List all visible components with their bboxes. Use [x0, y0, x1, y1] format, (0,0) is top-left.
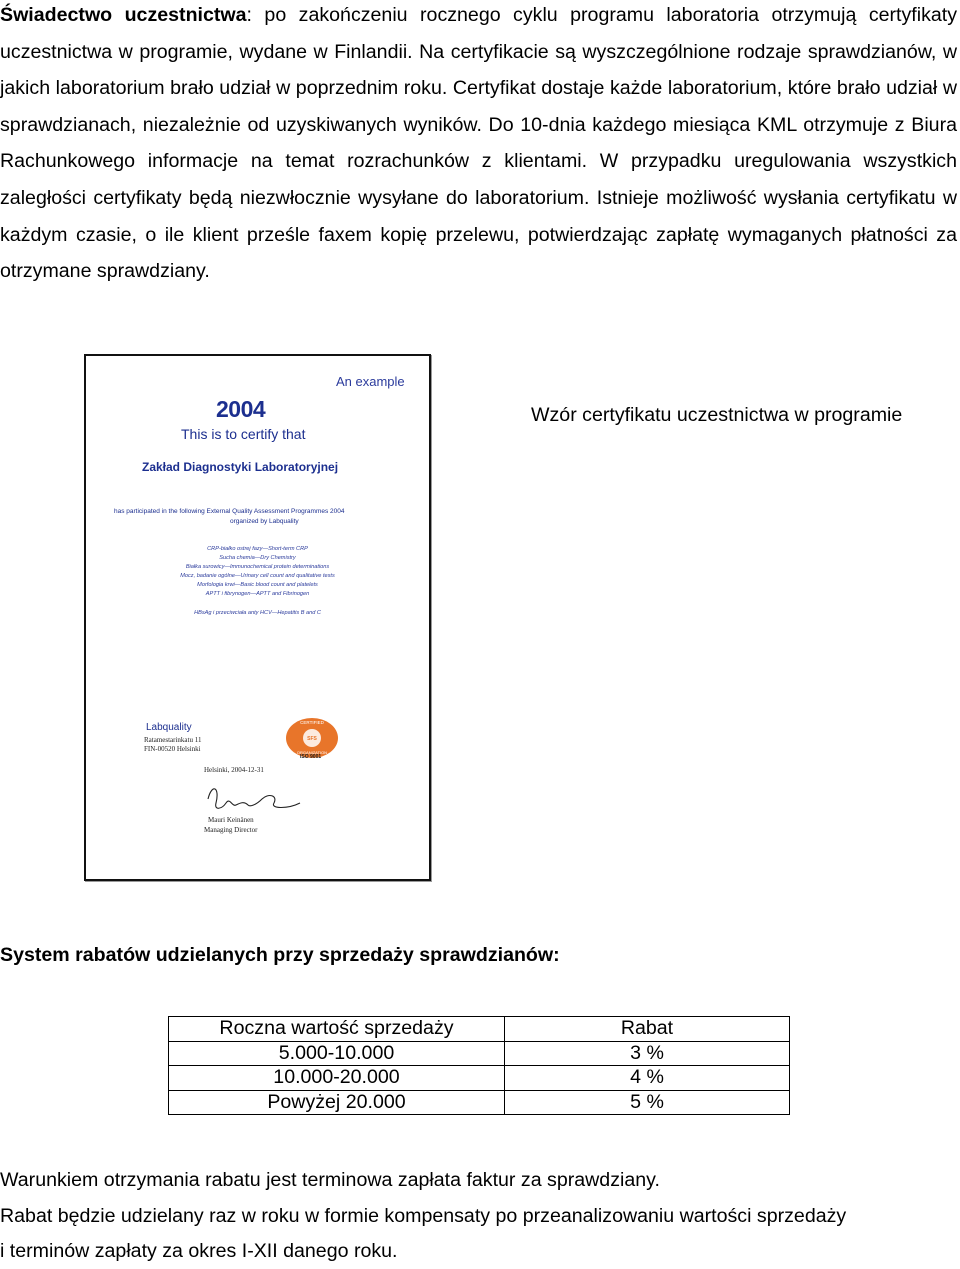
cert-programme: Mocz, badanie ogólne—Urinary cell count and qualitative tests	[180, 573, 335, 579]
cert-example-label: An example	[336, 374, 405, 389]
intro-bold-lead: Świadectwo uczestnictwa	[0, 4, 247, 26]
discount-heading: System rabatów udzielanych przy sprzedaży sprawdzianów:	[0, 944, 560, 966]
table-cell: 5 %	[505, 1090, 790, 1115]
table-cell: 10.000-20.000	[169, 1066, 505, 1091]
cert-seal-mid: SFS	[307, 736, 317, 742]
table-cell: 3 %	[505, 1041, 790, 1066]
cert-certify-text: This is to certify that	[181, 426, 306, 442]
cert-programme: CRP-białko ostrej fazy—Short-term CRP	[207, 546, 308, 552]
table-header-cell: Rabat	[505, 1017, 790, 1042]
signature-icon	[204, 781, 304, 816]
cert-organized-text: organized by Labquality	[230, 518, 299, 525]
table-cell: 4 %	[505, 1066, 790, 1091]
cert-iso-label: ISO 9001	[300, 754, 322, 760]
intro-text: : po zakończeniu rocznego cyklu programu laboratoria otrzymują certyfikaty uczestnictwa w programie, wydane w Finlandii. Na certyfikacie są wyszczególnione rodzaje sprawdzianów, w jakich laboratorium brało udział w poprzednim roku. Certyfikat dostaje każde laboratorium, które brało udział w sprawdzianach, niezależnie od uzyskiwanych wyników. Do 10-dnia każdego miesiąca KML otrzymuje z Biura Rachunkowego informacje na temat rozrachunków z klientami. W przypadku uregulowania wszystkich zaległości certyfikaty będą niezwłocznie wysyłane do laboratorium. Istnieje możliwość wysłania certyfikatu w każdym czasie, o ile klient prześle faxem kopię przelewu, potwierdzając zapłatę wymaganych płatności za otrzymane sprawdziany.	[0, 4, 958, 283]
certificate-caption: Wzór certyfikatu uczestnictwa w programie	[531, 404, 903, 426]
cert-lab-name: Zakład Diagnostyki Laboratoryjnej	[142, 460, 339, 474]
cert-programme: Sucha chemia—Dry Chemistry	[219, 555, 296, 561]
note-line: Rabat będzie udzielany raz w roku w formie kompensaty po przeanalizowaniu wartości sprzedaży	[0, 1205, 847, 1227]
cert-date: Helsinki, 2004-12-31	[204, 766, 264, 774]
table-row	[169, 1066, 790, 1091]
discount-table	[168, 1016, 790, 1115]
table-row	[169, 1090, 790, 1115]
cert-programme: APTT i fibrynogen—APTT and Fibrinogen	[205, 591, 310, 597]
table-cell: Powyżej 20.000	[169, 1090, 505, 1115]
cert-programme: Białka surowicy—Immunochemical protein determinations	[185, 564, 330, 570]
note-line: Warunkiem otrzymania rabatu jest terminowa zapłata faktur za sprawdziany.	[0, 1169, 660, 1191]
note-line: i terminów zapłaty za okres I-XII danego roku.	[0, 1240, 398, 1262]
cert-year: 2004	[216, 396, 266, 422]
intro-paragraph	[0, 0, 957, 290]
certificate-image	[84, 354, 431, 881]
table-cell: 5.000-10.000	[169, 1041, 505, 1066]
cert-address: Ratamestarinkatu 11	[144, 736, 202, 744]
cert-address: FIN-00520 Helsinki	[144, 745, 201, 753]
cert-programme: HBsAg i przeciwciała anty HCV—Hepatitis B and C	[194, 610, 321, 616]
table-row	[169, 1041, 790, 1066]
cert-signer-name: Mauri Keinänen	[208, 816, 254, 824]
cert-seal-bottom: ORGANIZATION	[296, 750, 328, 755]
cert-participated-text: has participated in the following External Quality Assessment Programmes 2004	[114, 508, 345, 515]
table-header-row	[169, 1017, 790, 1042]
cert-programme: Morfologia krwi—Basic blood count and platelets	[197, 582, 318, 588]
cert-issuer: Labquality	[146, 722, 192, 733]
cert-seal-top: CERTIFIED	[300, 720, 324, 725]
table-header-cell: Roczna wartość sprzedaży	[169, 1017, 505, 1042]
cert-signer-title: Managing Director	[204, 826, 258, 834]
